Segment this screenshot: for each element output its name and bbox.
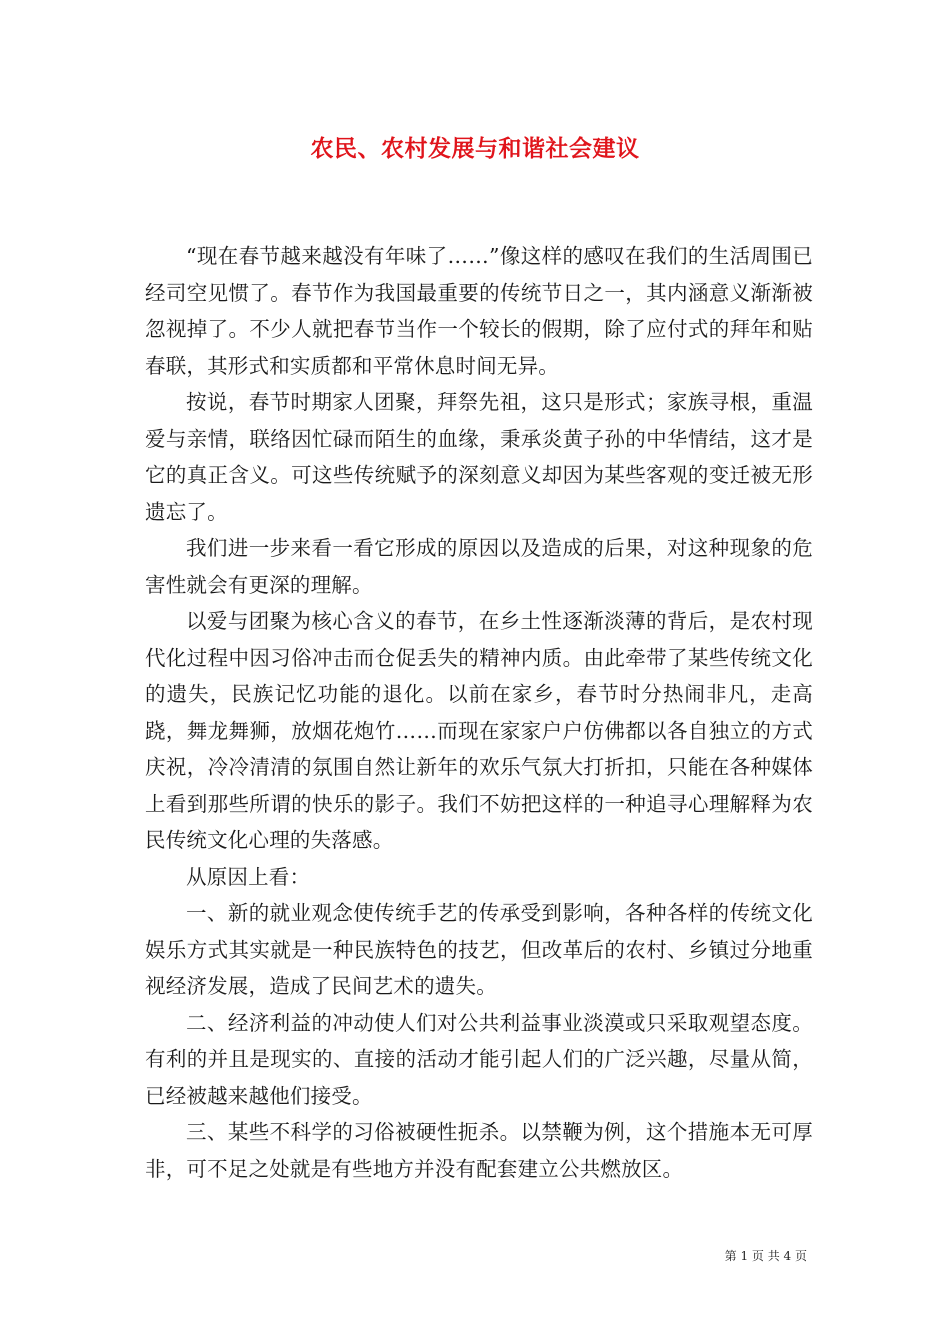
paragraph: 以爱与团聚为核心含义的春节，在乡土性逐渐淡薄的背后，是农村现代化过程中因习俗冲击而仓促丢失的精神内质。由此牵带了某些传统文化的遗失，民族记忆功能的退化。以前在家乡，春节时分热闹非凡，走高跷，舞龙舞狮，放烟花炮竹……而现在家家户户仿佛都以各自独立的方式庆祝，冷冷清清的氛围自然让新年的欢乐气氛大打折扣，只能在各种媒体上看到那些所谓的快乐的影子。我们不妨把这样的一种追寻心理解释为农民传统文化心理的失落感。	[145, 609, 813, 852]
document-title: 农民、农村发展与和谐社会建议	[310, 135, 640, 162]
paragraph: 一、新的就业观念使传统手艺的传承受到影响，各种各样的传统文化娱乐方式其实就是一种民族特色的技艺，但改革后的农村、乡镇过分地重视经济发展，造成了民间艺术的遗失。	[145, 901, 813, 998]
document-body	[145, 238, 813, 1187]
page-number-footer: 第 1 页 共 4 页	[724, 1249, 807, 1263]
paragraph: “现在春节越来越没有年味了……”像这样的感叹在我们的生活周围已经司空见惯了。春节作为我国最重要的传统节日之一，其内涵意义渐渐被忽视掉了。不少人就把春节当作一个较长的假期，除了应付式的拜年和贴春联，其形式和实质都和平常休息时间无异。	[145, 244, 813, 378]
paragraph: 从原因上看：	[186, 864, 311, 889]
paragraph: 二、经济利益的冲动使人们对公共利益事业淡漠或只采取观望态度。有利的并且是现实的、直接的活动才能引起人们的广泛兴趣，尽量从简，已经被越来越他们接受。	[145, 1010, 813, 1108]
paragraph: 三、某些不科学的习俗被硬性扼杀。以禁鞭为例，这个措施本无可厚非，可不足之处就是有些地方并没有配套建立公共燃放区。	[145, 1120, 813, 1181]
paragraph: 按说，春节时期家人团聚，拜祭先祖，这只是形式；家族寻根，重温爱与亲情，联络因忙碌而陌生的血缘，秉承炎黄子孙的中华情结，这才是它的真正含义。可这些传统赋予的深刻意义却因为某些客观的变迁被无形遗忘了。	[145, 390, 813, 524]
paragraph: 我们进一步来看一看它形成的原因以及造成的后果，对这种现象的危害性就会有更深的理解。	[145, 536, 813, 597]
